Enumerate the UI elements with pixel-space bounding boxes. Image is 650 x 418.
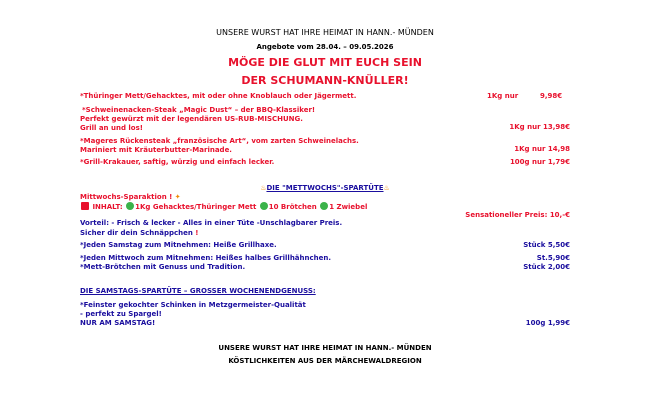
validity-dates: Angebote vom 28.04. – 09.05.2026: [256, 43, 394, 51]
footer-line-1: UNSERE WURST HAT IHRE HEIMAT IN HANN.- MÜNDEN: [218, 344, 432, 352]
mittwochs-sub-row: [80, 193, 181, 201]
sicher-row: [80, 229, 199, 237]
offer-2-price: 1Kg nur 13,98€: [509, 123, 570, 131]
weekly-3-text: *Mett-Brötchen mit Genuss und Tradition.: [80, 263, 246, 271]
exclamation-icon: !: [169, 193, 173, 201]
samstag-line-3: NUR AM SAMSTAG!: [80, 319, 156, 327]
bbq-icon: ♨: [383, 184, 390, 192]
sicher-text: Sicher dir dein Schnäppchen: [80, 229, 193, 237]
vorteil-text: Vorteil: - Frisch & lecker - Alles in einer Tüte -Unschlagbarer Preis.: [80, 219, 343, 227]
inhalt-item-2: 10 Brötchen: [268, 203, 317, 211]
header-title: UNSERE WURST HAT IHRE HEIMAT IN HANN.- MÜNDEN: [216, 28, 434, 37]
offer-3-line-1: *Mageres Rückensteak „französische Art“, vom zarten Schweinelachs.: [80, 137, 359, 145]
mettwochs-heading: DIE "METTWOCHS"-SPARTÜTE: [266, 184, 384, 192]
offer-1-price: 9,98€: [540, 92, 563, 100]
offer-2-line-3: Grill an und los!: [80, 124, 143, 132]
offer-4-price: 100g nur 1,79€: [509, 158, 570, 166]
inhalt-item-1: 1Kg Gehacktes/Thüringer Mett: [135, 203, 257, 211]
samstag-heading: DIE SAMSTAGS-SPARTÜTE – GROSSER WOCHENENDGENUSS:: [80, 287, 316, 295]
mettwochs-heading-row: [0, 184, 650, 192]
weekly-3-price: Stück 2,00€: [523, 263, 570, 271]
offer-2-line-2: Perfekt gewürzt mit der legendären US-RUB-MISCHUNG.: [80, 115, 303, 123]
no-entry-icon: [81, 202, 89, 210]
offer-1-unit: 1Kg nur: [487, 92, 519, 100]
mittwochs-sub: Mittwochs-Sparaktion: [80, 193, 167, 201]
slogan-2: DER SCHUMANN-KNÜLLER!: [241, 74, 409, 87]
bbq-icon: ♨: [260, 184, 267, 192]
weekly-2-text: *Jeden Mittwoch zum Mitnehmen: Heißes halbes Grillhähnchen.: [80, 254, 332, 262]
samstag-line-2: - perfekt zu Spargel!: [80, 310, 162, 318]
inhalt-item-3: 1 Zwiebel: [329, 203, 368, 211]
check-icon: [126, 202, 134, 210]
inhalt-label: INHALT:: [92, 203, 123, 211]
offer-1-text: *Thüringer Mett/Gehacktes, mit oder ohne Knoblauch oder Jägermett.: [80, 92, 357, 100]
sensational-price: Sensationeller Preis: 10,-€: [465, 211, 570, 219]
offer-3-line-2: Mariniert mit Kräuterbutter-Marinade.: [80, 146, 232, 154]
inhalt-row: [80, 202, 367, 211]
footer-line-2: KÖSTLICHKEITEN AUS DER MÄRCHEWALDREGION: [228, 357, 422, 365]
check-icon: [320, 202, 328, 210]
weekly-1-price: Stück 5,50€: [523, 241, 570, 249]
offer-4-text: *Grill-Krakauer, saftig, würzig und einfach lecker.: [80, 158, 275, 166]
samstag-price: 100g 1,99€: [525, 319, 570, 327]
samstag-line-1: *Feinster gekochter Schinken in Metzgermeister-Qualität: [80, 301, 306, 309]
check-icon: [260, 202, 268, 210]
weekly-1-text: *Jeden Samstag zum Mitnehmen: Heiße Grillhaxe.: [80, 241, 277, 249]
offer-2-line-1: *Schweinenacken-Steak „Magic Dust“ – der BBQ-Klassiker!: [82, 106, 316, 114]
flame-icon: ✦: [174, 193, 181, 201]
slogan-1: MÖGE DIE GLUT MIT EUCH SEIN: [228, 56, 422, 69]
exclamation-icon: !: [195, 229, 199, 237]
offer-3-price: 1Kg nur 14,98: [514, 145, 570, 153]
weekly-2-price: St.5,90€: [536, 254, 570, 262]
